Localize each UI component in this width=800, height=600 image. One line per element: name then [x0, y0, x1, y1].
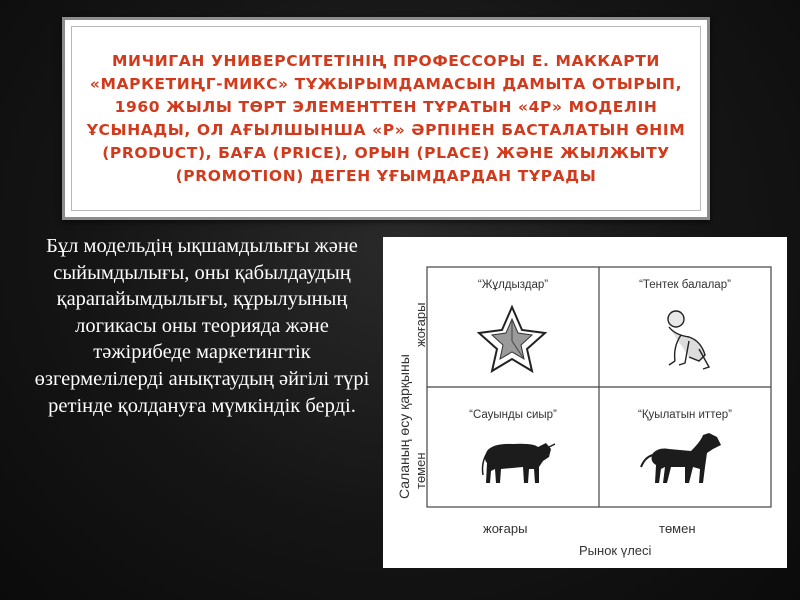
star-icon — [479, 307, 545, 371]
title-box — [62, 17, 710, 220]
y-axis-high: жоғары — [413, 302, 428, 347]
y-axis-low: төмен — [413, 452, 428, 489]
cell-label-question-marks: “Тентек балалар” — [639, 279, 731, 291]
slide-body-text: Бұл модельдің ықшамдылығы және сыйымдылығы, оны қабылдаудың қарапайымдылығы, құрылуының логикасы оны теорияда және тәжірибеде маркетингтік өзгермелілерді анықтаудың әйгілі түрі ретінде қолдануға мүмкіндік берді. — [34, 235, 370, 417]
x-axis-low: төмен — [659, 521, 696, 536]
dog-icon — [641, 433, 721, 483]
x-axis-high: жоғары — [483, 521, 528, 536]
cow-icon — [483, 443, 556, 483]
cell-label-cash-cows: “Сауынды сиыр” — [469, 409, 557, 421]
child-icon — [668, 311, 709, 369]
cell-label-dogs: “Қуылатын иттер” — [638, 409, 732, 421]
x-axis-title: Рынок үлесі — [579, 543, 652, 558]
bcg-matrix-svg — [383, 237, 787, 568]
cell-label-stars: “Жұлдыздар” — [477, 279, 549, 291]
y-axis-title: Саланың өсу қарқыны — [396, 354, 412, 499]
slide-title: МИЧИГАН УНИВЕРСИТЕТІНІҢ ПРОФЕССОРЫ Е. МАККАРТИ «МАРКЕТИҢГ-МИКС» ТҰЖЫРЫМДАМАСЫН ДАМЫТА ОТЫРЫП, 1960 ЖЫЛЫ ТӨРТ ЭЛЕМЕНТТЕН ТҰРАТЫН «4Р» МОДЕЛІН ҰСЫНАДЫ, ОЛ АҒЫЛШЫНША «Р» ӘРПІНЕН БАСТАЛАТЫН ӨНІМ (РRODUCT), БАҒА (РRICE), ОРЫН (РLACE) ЖӘНЕ ЖЫЛЖЫТУ (РROMOTION) ДЕГЕН ҰҒЫМДАРДАН ТҰРАДЫ — [86, 51, 686, 185]
bcg-matrix-figure — [383, 237, 787, 568]
